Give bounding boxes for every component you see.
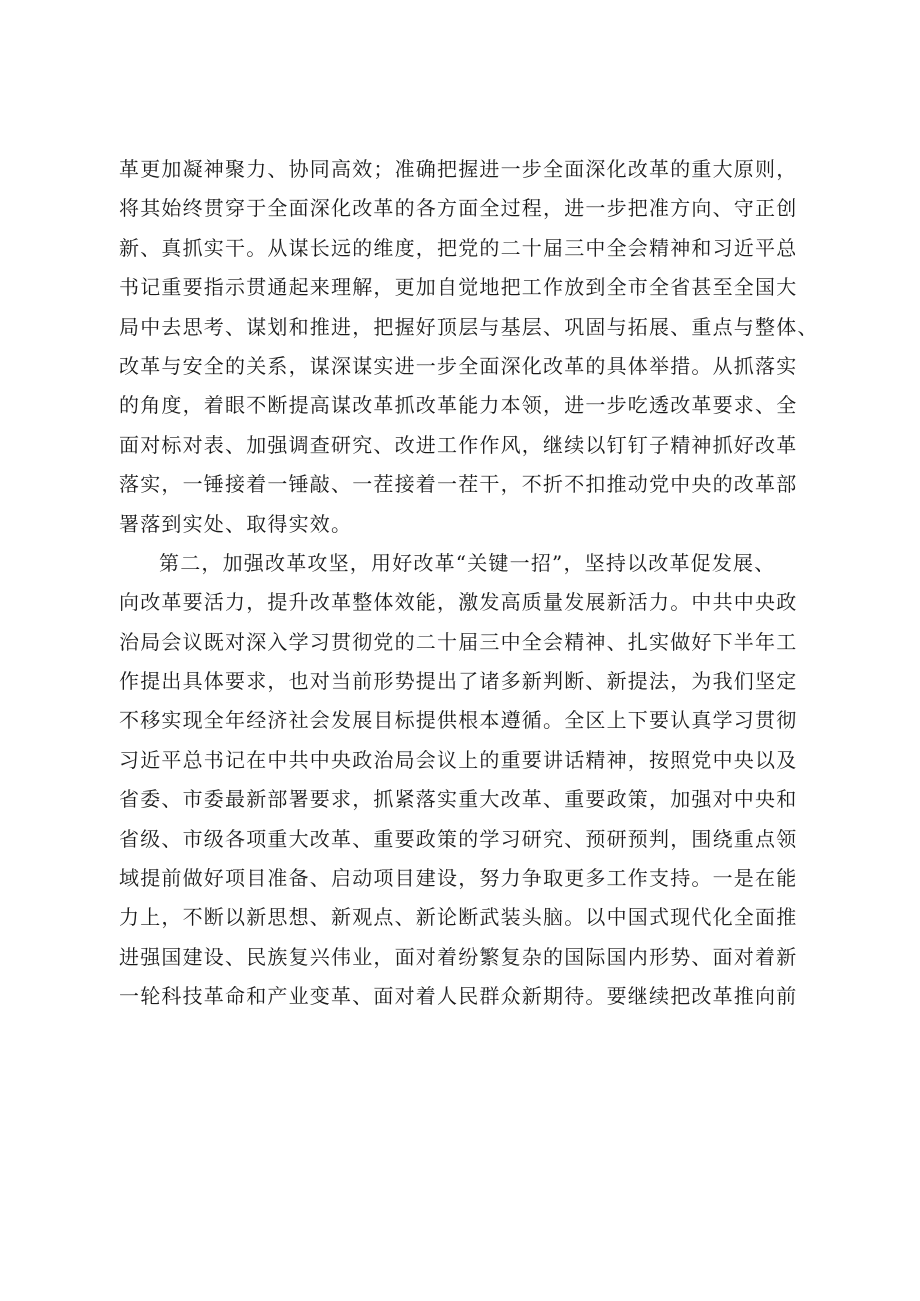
text-line: 力上，不断以新思想、新观点、新论断武装头脑。以中国式现代化全面推 xyxy=(119,905,798,930)
text-line: 将其始终贯穿于全面深化改革的各方面全过程，进一步把准方向、守正创 xyxy=(119,196,798,221)
text-line: 省级、市级各项重大改革、重要政策的学习研究、预研预判，围绕重点领 xyxy=(119,826,798,851)
text-line: 署落到实处、取得实效。 xyxy=(119,511,353,536)
text-line: 省委、市委最新部署要求，抓紧落实重大改革、重要政策，加强对中央和 xyxy=(119,787,798,812)
text-line: 革更加凝神聚力、协同高效；准确把握进一步全面深化改革的重大原则， xyxy=(119,157,798,181)
text-line-first-indented: 第二，加强改革攻坚，用好改革“关键一招”，坚持以改革促发展、 xyxy=(159,550,776,575)
text-line: 面对标对表、加强调查研究、改进工作作风，继续以钉钉子精神抓好改革 xyxy=(119,432,798,457)
text-line: 一轮科技革命和产业变革、面对着人民群众新期待。要继续把改革推向前 xyxy=(119,984,798,1009)
text-line: 习近平总书记在中共中央政治局会议上的重要讲话精神，按照党中央以及 xyxy=(119,747,798,772)
text-line: 治局会议既对深入学习贯彻党的二十届三中全会精神、扎实做好下半年工 xyxy=(119,629,798,654)
body-text xyxy=(119,150,819,1017)
text-line: 不移实现全年经济社会发展目标提供根本遵循。全区上下要认真学习贯彻 xyxy=(119,708,798,733)
text-line: 作提出具体要求，也对当前形势提出了诸多新判断、新提法，为我们坚定 xyxy=(119,669,798,694)
text-line: 新、真抓实干。从谋长远的维度，把党的二十届三中全会精神和习近平总 xyxy=(119,235,798,260)
text-line: 域提前做好项目准备、启动项目建设，努力争取更多工作支持。一是在能 xyxy=(119,866,798,891)
paragraph-1 xyxy=(119,150,819,544)
text-line: 向改革要活力，提升改革整体效能，激发高质量发展新活力。中共中央政 xyxy=(119,590,798,615)
text-line: 的角度，着眼不断提高谋改革抓改革能力本领，进一步吃透改革要求、全 xyxy=(119,393,798,418)
text-line: 书记重要指示贯通起来理解，更加自觉地把工作放到全市全省甚至全国大 xyxy=(119,275,798,300)
text-line: 改革与安全的关系，谋深谋实进一步全面深化改革的具体举措。从抓落实 xyxy=(119,353,798,378)
text-line: 进强国建设、民族复兴伟业，面对着纷繁复杂的国际国内形势、面对着新 xyxy=(119,944,798,969)
text-line: 局中去思考、谋划和推进，把握好顶层与基层、巩固与拓展、重点与整体、 xyxy=(119,314,819,339)
paragraph-2 xyxy=(119,544,819,1017)
text-line: 落实，一锤接着一锤敲、一茬接着一茬干，不折不扣推动党中央的改革部 xyxy=(119,472,798,497)
